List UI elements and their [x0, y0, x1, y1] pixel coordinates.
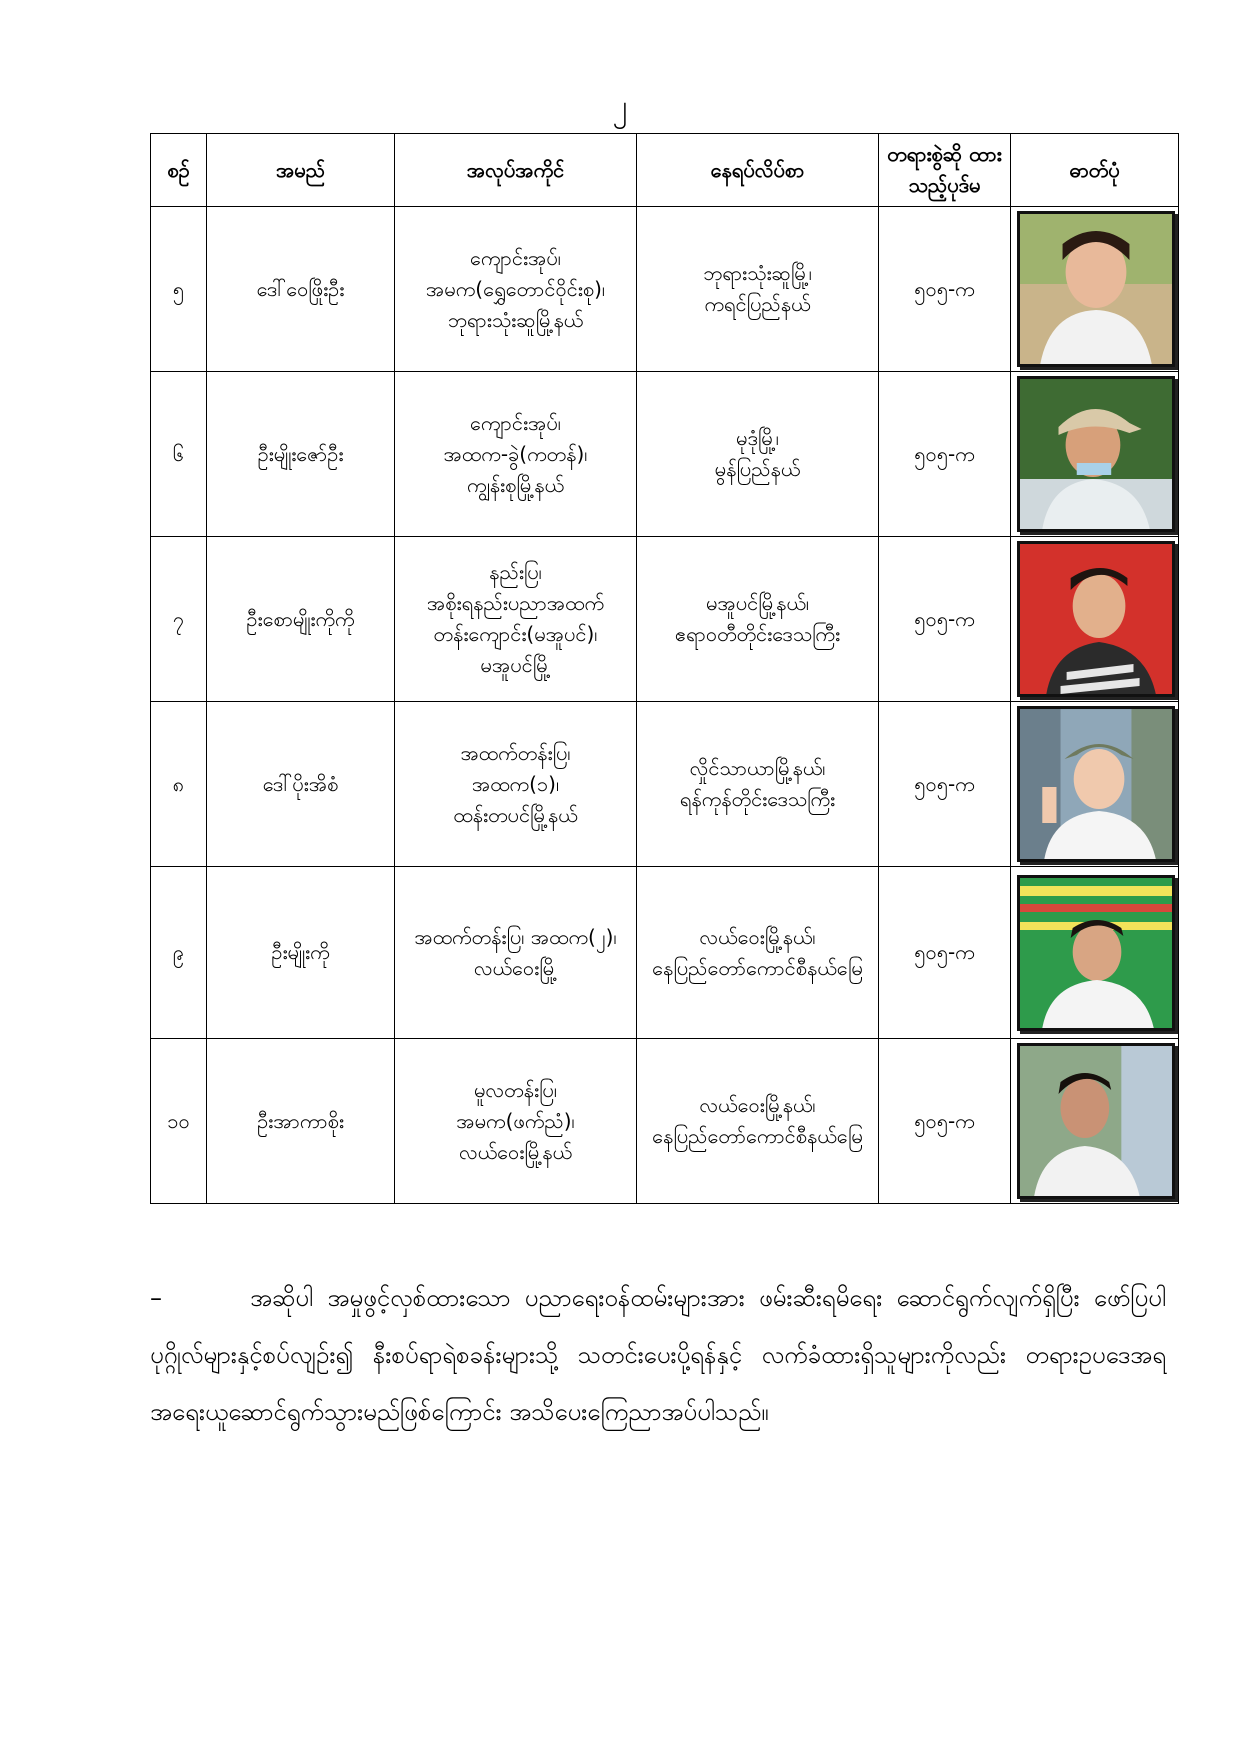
occupation-cell: [395, 702, 637, 867]
address-cell: [637, 867, 879, 1039]
photo-cell: [1011, 1039, 1179, 1204]
occupation-line: မအူပင်မြို့: [480, 653, 551, 677]
occupation-line: လယ်ဝေးမြို့နယ်: [459, 1139, 572, 1164]
table-row: [151, 207, 1179, 372]
portrait-photo: [1017, 706, 1175, 862]
occupation-line: အထက်တန်းပြ၊: [460, 740, 571, 765]
name-cell: ဦးအာကာစိုး: [207, 1039, 395, 1204]
photo-cell: [1011, 372, 1179, 537]
address-cell: [637, 207, 879, 372]
portrait-photo: [1017, 875, 1175, 1031]
occupation-cell: [395, 867, 637, 1039]
occupation-line: အစိုးရနည်းပညာအထက်: [426, 591, 605, 615]
occupation-cell: [395, 1039, 637, 1204]
portrait-photo: [1017, 541, 1175, 697]
address-cell: [637, 1039, 879, 1204]
page-number: ၂: [612, 89, 628, 124]
photo-cell: [1011, 537, 1179, 702]
occupation-line: ကျွန်းစုမြို့နယ်: [466, 472, 565, 497]
occupation-line: မူလတန်းပြ၊: [473, 1077, 557, 1102]
table-row: [151, 702, 1179, 867]
occupation-line: အမက(ရွှေတောင်ဝိုင်းစု)၊: [425, 276, 606, 301]
occupation-line: အထက်တန်းပြ၊ အထက(၂)၊: [414, 924, 617, 949]
occupation-line: လယ်ဝေးမြို့: [473, 955, 558, 980]
address-line: နေပြည်တော်ကောင်စီနယ်မြေ: [652, 1124, 863, 1148]
address-line: လယ်ဝေးမြို့နယ်၊: [699, 1093, 816, 1117]
serial-cell: ၉: [151, 867, 207, 1039]
table-header-row: [151, 134, 1179, 207]
name-cell: ဦးမျိုးဇော်ဦး: [207, 372, 395, 537]
header-section: တရားစွဲဆို ထားသည့်ပုဒ်မ: [879, 134, 1011, 207]
table-row: [151, 537, 1179, 702]
address-cell: [637, 537, 879, 702]
occupation-line: ထန်းတပင်မြို့နယ်: [453, 802, 578, 827]
table-row: [151, 1039, 1179, 1204]
serial-cell: ၅: [151, 207, 207, 372]
photo-cell: [1011, 867, 1179, 1039]
occupation-line: ကျောင်းအုပ်၊: [470, 410, 561, 435]
section-cell: ၅၀၅-က: [879, 372, 1011, 537]
occupation-line: ကျောင်းအုပ်၊: [470, 245, 561, 270]
occupation-line: နည်းပြ၊: [489, 560, 542, 584]
portrait-photo: [1017, 1043, 1175, 1199]
photo-cell: [1011, 207, 1179, 372]
name-cell: ဦးမျိုးကို: [207, 867, 395, 1039]
occupation-cell: [395, 207, 637, 372]
header-photo: ဓာတ်ပုံ: [1011, 134, 1179, 207]
address-line: မအူပင်မြို့နယ်၊: [705, 591, 810, 615]
notice-text: အဆိုပါ အမှုဖွင့်လှစ်ထားသော ပညာရေးဝန်ထမ်းများအား ဖမ်းဆီးရမိရေး ဆောင်ရွက်လျက်ရှိပြီး ဖော်ပြပါပုဂ္ဂိုလ်များနှင့်စပ်လျဉ်း၍ နီးစပ်ရာရဲစခန်းများသို့ သတင်းပေးပို့ရန်နှင့် လက်ခံထားရှိသူများကိုလည်း တရားဥပဒေအရ အရေးယူဆောင်ရွက်သွားမည်ဖြစ်ကြောင်း အသိပေးကြေညာအပ်ပါသည်။: [150, 1284, 1166, 1426]
wanted-persons-table: [150, 133, 1179, 1204]
table-row: [151, 867, 1179, 1039]
address-line: မုဒုံမြို့၊: [736, 426, 779, 450]
address-line: လှိုင်သာယာမြို့နယ်၊: [689, 756, 826, 780]
address-line: နေပြည်တော်ကောင်စီနယ်မြေ: [652, 955, 863, 980]
occupation-line: အမက(ဖက်ညံ)၊: [456, 1108, 575, 1133]
section-cell: ၅၀၅-က: [879, 702, 1011, 867]
header-address: နေရပ်လိပ်စာ: [637, 134, 879, 207]
table-row: [151, 372, 1179, 537]
address-line: လယ်ဝေးမြို့နယ်၊: [699, 924, 816, 949]
header-name: အမည်: [207, 134, 395, 207]
header-occupation: အလုပ်အကိုင်: [395, 134, 637, 207]
portrait-photo: [1017, 211, 1175, 367]
name-cell: ဦးစောမျိုးကိုကို: [207, 537, 395, 702]
occupation-cell: [395, 372, 637, 537]
address-line: ဘုရားသုံးဆူမြို့၊: [703, 261, 812, 285]
serial-cell: ၇: [151, 537, 207, 702]
serial-cell: ၆: [151, 372, 207, 537]
address-line: ကရင်ပြည်နယ်: [704, 292, 811, 316]
section-cell: ၅၀၅-က: [879, 207, 1011, 372]
photo-cell: [1011, 702, 1179, 867]
address-line: ဧရာဝတီတိုင်းဒေသကြီး: [674, 622, 841, 646]
address-cell: [637, 702, 879, 867]
occupation-cell: [395, 537, 637, 702]
header-serial: စဉ်: [151, 134, 207, 207]
occupation-line: အထက(၁)၊: [471, 771, 560, 796]
occupation-line: တန်းကျောင်း(မအူပင်)၊: [433, 622, 598, 646]
notice-dash: –: [150, 1284, 162, 1312]
serial-cell: ၈: [151, 702, 207, 867]
occupation-line: အထက-ခွဲ(ကတန်)၊: [443, 441, 588, 466]
occupation-line: ဘုရားသုံးဆူမြို့နယ်: [447, 307, 584, 332]
address-cell: [637, 372, 879, 537]
section-cell: ၅၀၅-က: [879, 537, 1011, 702]
name-cell: ဒေါ်ပိုးအိစံ: [207, 702, 395, 867]
section-cell: ၅၀၅-က: [879, 1039, 1011, 1204]
section-cell: ၅၀၅-က: [879, 867, 1011, 1039]
notice-paragraph: [150, 1270, 1166, 1441]
portrait-photo: [1017, 376, 1175, 532]
name-cell: ဒေါ်ဝေဖြိုးဦး: [207, 207, 395, 372]
address-line: မွန်ပြည်နယ်: [714, 457, 801, 481]
address-line: ရန်ကုန်တိုင်းဒေသကြီး: [679, 787, 836, 811]
serial-cell: ၁၀: [151, 1039, 207, 1204]
